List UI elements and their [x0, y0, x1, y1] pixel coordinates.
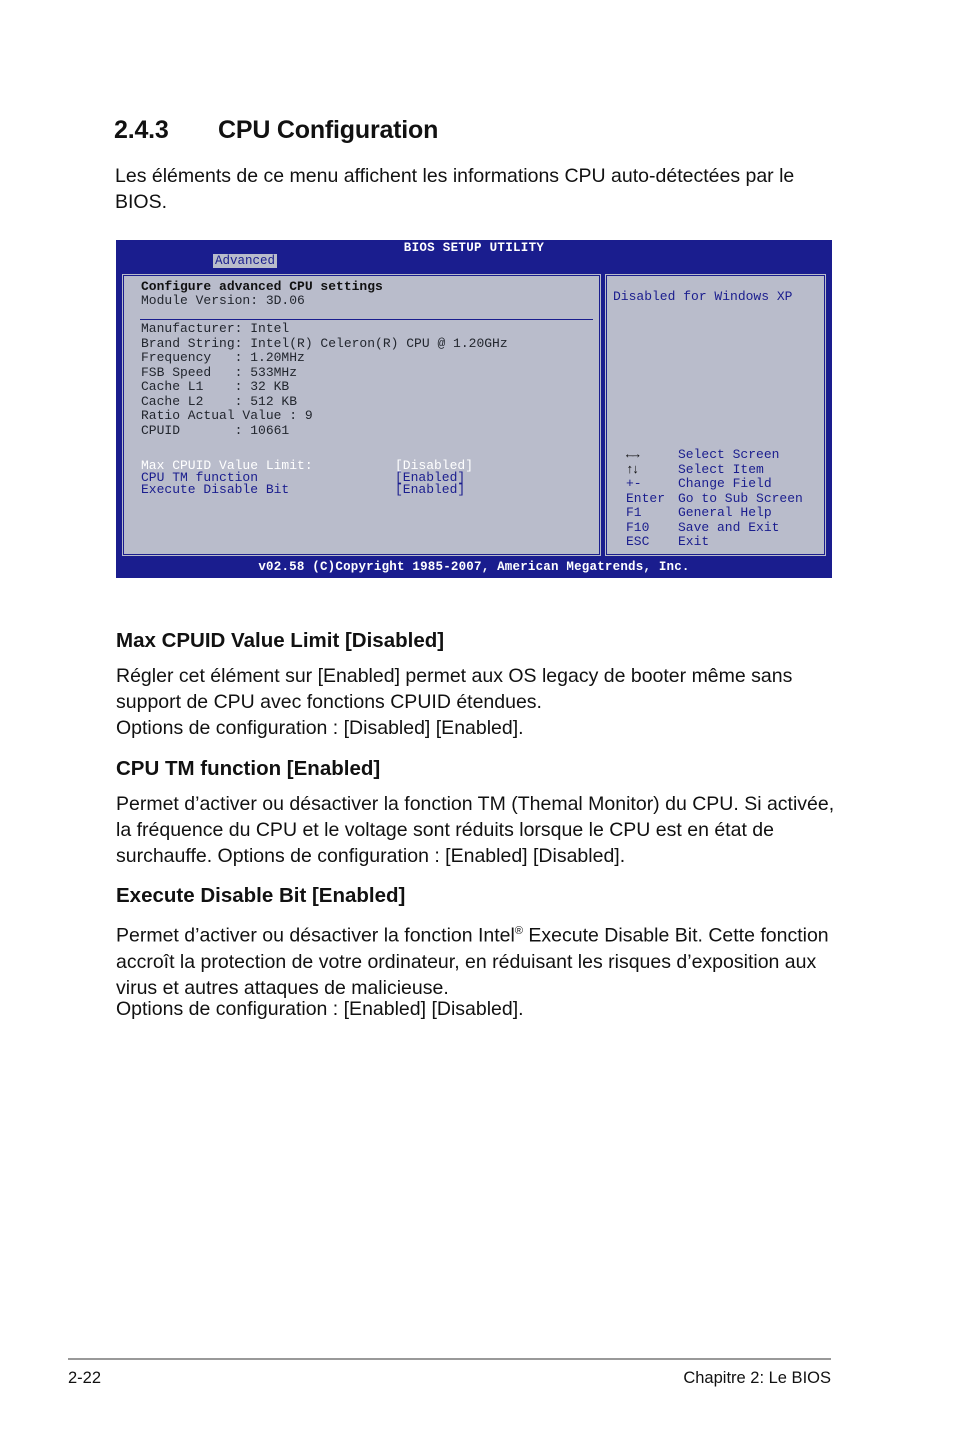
- item-description: Régler cet élément sur [Enabled] permet aux OS legacy de booter même sans support de CPU avec fonctions CPUID étendues.: [116, 665, 793, 713]
- key-desc: Exit: [678, 534, 710, 549]
- setting-label: Execute Disable Bit: [141, 482, 290, 497]
- key-desc: Go to Sub Screen: [678, 490, 803, 506]
- info-cpuid: CPUID : 10661: [141, 422, 290, 438]
- info-brand-string: Brand String: Intel(R) Celeron(R) CPU @ 1.20GHz: [141, 335, 508, 351]
- module-version: Module Version: 3D.06: [141, 293, 305, 308]
- key-name: F10: [626, 519, 650, 535]
- section-title: [114, 116, 438, 145]
- info-fsb-speed: FSB Speed : 533MHz: [141, 364, 298, 380]
- info-manufacturer: Manufacturer: Intel: [141, 321, 290, 336]
- item-description: Permet d’activer ou désactiver la fonction TM (Themal Monitor) du CPU. Si activée, la fréquence du CPU et le voltage sont réduits lorsque le CPU est en état de surchauffe. Options de configuration : [Enabled] [Disabled].: [116, 793, 835, 867]
- section-number: 2.4.3: [114, 116, 169, 144]
- setting-value: [Enabled]: [395, 470, 466, 485]
- info-cache-l1: Cache L1 : 32 KB: [141, 379, 290, 394]
- up-down-arrows-icon: ↑↓: [626, 461, 638, 477]
- key-name: ESC: [626, 534, 650, 549]
- key-name: Enter: [626, 490, 666, 506]
- key-name: F1: [626, 505, 642, 520]
- bios-heading: Configure advanced CPU settings: [141, 279, 383, 294]
- setting-value: [Enabled]: [395, 482, 466, 497]
- info-ratio: Ratio Actual Value : 9: [141, 408, 313, 423]
- desc-part-1: Permet d’activer ou désactiver la fonction Intel: [116, 924, 515, 947]
- setting-label: CPU TM function: [141, 470, 259, 485]
- key-desc: Change Field: [678, 476, 772, 491]
- setting-execute-disable[interactable]: [141, 484, 465, 496]
- setting-label: Max CPUID Value Limit:: [141, 458, 313, 473]
- bios-copyright: v02.58 (C)Copyright 1985-2007, American Megatrends, Inc.: [258, 560, 690, 574]
- intro-paragraph: Les éléments de ce menu affichent les informations CPU auto-détectées par le BIOS.: [115, 165, 795, 213]
- left-right-arrows-icon: ←→: [626, 447, 638, 462]
- tab-advanced[interactable]: Advanced: [215, 254, 276, 268]
- chapter-label: Chapitre 2: Le BIOS: [683, 1369, 831, 1387]
- info-cache-l2: Cache L2 : 512 KB: [141, 393, 298, 409]
- separator: [140, 319, 593, 320]
- item-options: Options de configuration : [Disabled] [Enabled].: [116, 717, 524, 739]
- key-desc: Select Screen: [678, 447, 780, 462]
- bios-screen: [116, 240, 832, 578]
- setting-value: [Disabled]: [395, 458, 474, 473]
- item-description: [116, 918, 838, 1001]
- item-title-cpu-tm: CPU TM function [Enabled]: [116, 757, 381, 780]
- item-title-max-cpuid: Max CPUID Value Limit [Disabled]: [116, 629, 445, 652]
- item-title-execute-disable: Execute Disable Bit [Enabled]: [116, 884, 406, 907]
- key-desc: General Help: [678, 505, 772, 520]
- bios-settings-panel: [121, 273, 602, 557]
- bios-help-panel: [604, 273, 827, 557]
- page-number: 2-22: [68, 1369, 102, 1387]
- bios-title: BIOS SETUP UTILITY: [403, 241, 545, 255]
- item-options: Options de configuration : [Enabled] [Disabled].: [116, 998, 524, 1020]
- help-text: Disabled for Windows XP: [613, 289, 793, 304]
- desc-part-2: Execute Disable Bit. Cette fonction accroît la protection de votre ordinateur, en réduisant les risques d’exposition aux virus et autres attaques de malicieuse.: [116, 924, 829, 999]
- info-frequency: Frequency : 1.20MHz: [141, 350, 305, 365]
- registered-mark: ®: [514, 925, 523, 937]
- key-name: +-: [626, 476, 642, 491]
- footer-rule: [68, 1358, 831, 1360]
- section-title-text: CPU Configuration: [218, 116, 439, 144]
- key-desc: Select Item: [678, 461, 764, 477]
- key-desc: Save and Exit: [678, 519, 780, 535]
